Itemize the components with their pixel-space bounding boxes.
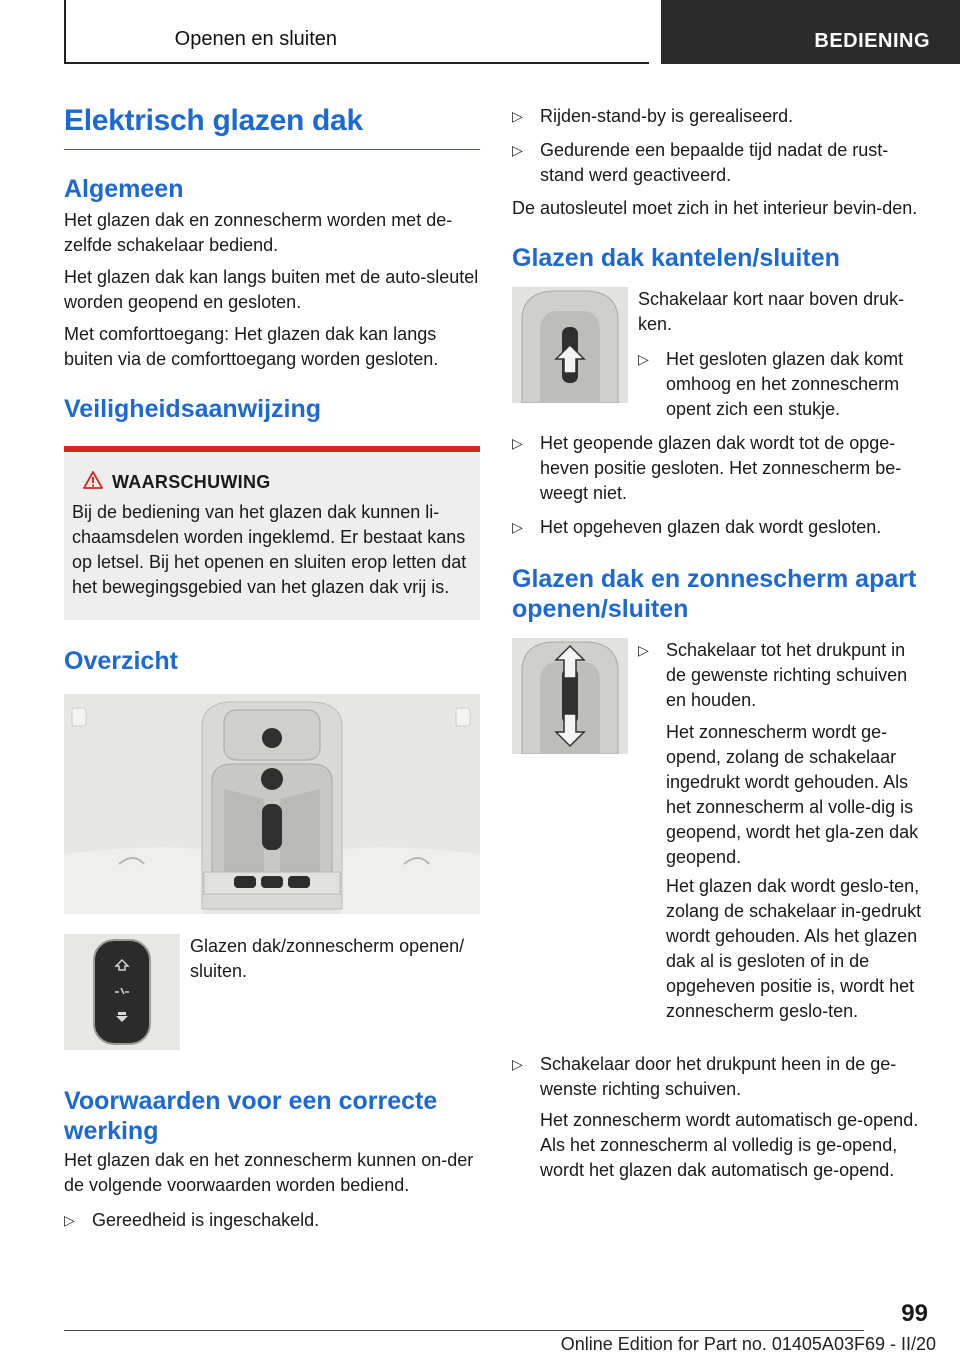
switch-caption: Glazen dak/zonnescherm openen/ sluiten. <box>190 936 465 981</box>
list-item-gereedheid <box>64 1208 480 1233</box>
list-item-text: Schakelaar door het drukpunt heen in de ge-wenste richting schuiven. <box>540 1054 897 1099</box>
bullet-marker-icon: ▷ <box>512 435 523 451</box>
header-chapter-label: BEDIENING <box>814 30 930 52</box>
algemeen-paragraph-1: Het glazen dak en zonnescherm worden met de-zelfde schakelaar bediend. <box>64 210 453 255</box>
list-item-text: Het gesloten glazen dak komt omhoog en het zonnescherm opent zich een stukje. <box>666 349 904 419</box>
footer-rule <box>64 1330 864 1331</box>
warning-triangle-icon <box>82 470 104 490</box>
apart-1-paragraph-2: Het zonnescherm wordt ge-opend, zolang de schakelaar ingedrukt wordt gehouden. Als het zonnescherm al volle-dig is geopend, wordt het gla-zen dak geopend. <box>666 722 919 867</box>
algemeen-paragraph-2: Het glazen dak kan langs buiten met de auto-sleutel worden geopend en gesloten. <box>64 267 479 312</box>
apart-2-paragraph: Het zonnescherm wordt automatisch ge-opend. Als het zonnescherm al volledig is ge-opend, wordt het glazen dak automatisch ge-opend. <box>540 1110 919 1180</box>
voorwaarden-paragraph: Het glazen dak en het zonnescherm kunnen on-der de volgende voorwaarden worden bediend. <box>64 1150 474 1195</box>
list-item-apart-1 <box>638 638 928 713</box>
warning-text: Bij de bediening van het glazen dak kunnen li-chaamsdelen worden ingeklemd. Er bestaat kans op letsel. Bij het openen en sluiten erop letten dat het bewegingsgebied van het glazen dak vrij is. <box>72 502 467 597</box>
list-item-rijden-stand-by <box>512 104 928 129</box>
switch-closeup-photo <box>64 934 180 1050</box>
heading-kantelen: Glazen dak kantelen/sluiten <box>512 244 840 272</box>
autosleutel-paragraph: De autosleutel moet zich in het interieur bevin-den. <box>512 198 918 218</box>
list-item-text: Rijden-stand-by is gerealiseerd. <box>540 106 794 126</box>
warning-box <box>64 446 480 620</box>
list-item-text: Het opgeheven glazen dak wordt gesloten. <box>540 517 882 537</box>
footer-edition: Online Edition for Part no. 01405A03F69 - II/20 <box>560 1334 936 1354</box>
algemeen-paragraph-3: Met comforttoegang: Het glazen dak kan langs buiten via de comforttoegang worden gesloten. <box>64 324 439 369</box>
heading-veiligheidsaanwijzing: Veiligheidsaanwijzing <box>64 395 322 423</box>
heading-overzicht: Overzicht <box>64 647 178 675</box>
list-item-kantelen-3 <box>512 515 928 540</box>
right-column <box>512 104 928 1183</box>
kantelen-paragraph: Schakelaar kort naar boven druk-ken. <box>638 289 905 334</box>
apart-row <box>512 638 928 1050</box>
bullet-marker-icon: ▷ <box>512 1056 523 1072</box>
left-column <box>64 98 480 1233</box>
warning-title-text: WAARSCHUWING <box>112 472 271 492</box>
switch-tilt-illustration <box>512 287 628 403</box>
list-item-text: Gereedheid is ingeschakeld. <box>92 1210 320 1230</box>
roof-console-photo <box>64 694 480 914</box>
switch-row <box>64 934 480 1052</box>
apart-1-paragraph-3: Het glazen dak wordt geslo-ten, zolang de schakelaar in-gedrukt wordt gehouden. Als het glazen dak al is gesloten of in de opgeheven positie is, wordt het zonnescherm geslo-ten. <box>666 876 922 1021</box>
bullet-marker-icon: ▷ <box>64 1212 75 1228</box>
roof-console-illustration <box>64 694 480 914</box>
list-item-apart-2 <box>512 1052 928 1102</box>
heading-apart: Glazen dak en zonnescherm apart openen/sluiten <box>512 565 917 623</box>
heading-algemeen: Algemeen <box>64 175 184 203</box>
bullet-marker-icon: ▷ <box>512 142 523 158</box>
list-item-kantelen-2 <box>512 431 928 506</box>
list-item-text: Het geopende glazen dak wordt tot de opge-heven positie gesloten. Het zonnescherm be-weegt niet. <box>540 433 902 503</box>
bullet-marker-icon: ▷ <box>638 642 649 658</box>
switch-slide-photo <box>512 638 628 754</box>
switch-tilt-photo <box>512 287 628 403</box>
page-title: Elektrisch glazen dak <box>64 98 480 150</box>
page-number: 99 <box>901 1300 928 1327</box>
list-item-text: Schakelaar tot het drukpunt in de gewenste richting schuiven en houden. <box>666 640 908 710</box>
switch-closeup-illustration <box>64 934 180 1050</box>
kantelen-row <box>512 287 928 419</box>
bullet-marker-icon: ▷ <box>512 108 523 124</box>
switch-slide-illustration <box>512 638 628 754</box>
bullet-marker-icon: ▷ <box>638 351 649 367</box>
warning-title <box>112 470 472 494</box>
page-header <box>64 0 960 64</box>
heading-voorwaarden: Voorwaarden voor een correcte werking <box>64 1087 438 1145</box>
bullet-marker-icon: ▷ <box>512 519 523 535</box>
header-chapter-tab[interactable] <box>661 0 960 64</box>
header-frame <box>64 0 649 64</box>
list-item-ruststand <box>512 138 928 188</box>
list-item-text: Gedurende een bepaalde tijd nadat de rust-stand werd geactiveerd. <box>540 140 889 185</box>
header-section-title: Openen en sluiten <box>174 28 337 50</box>
list-item-kantelen-1 <box>638 347 928 422</box>
